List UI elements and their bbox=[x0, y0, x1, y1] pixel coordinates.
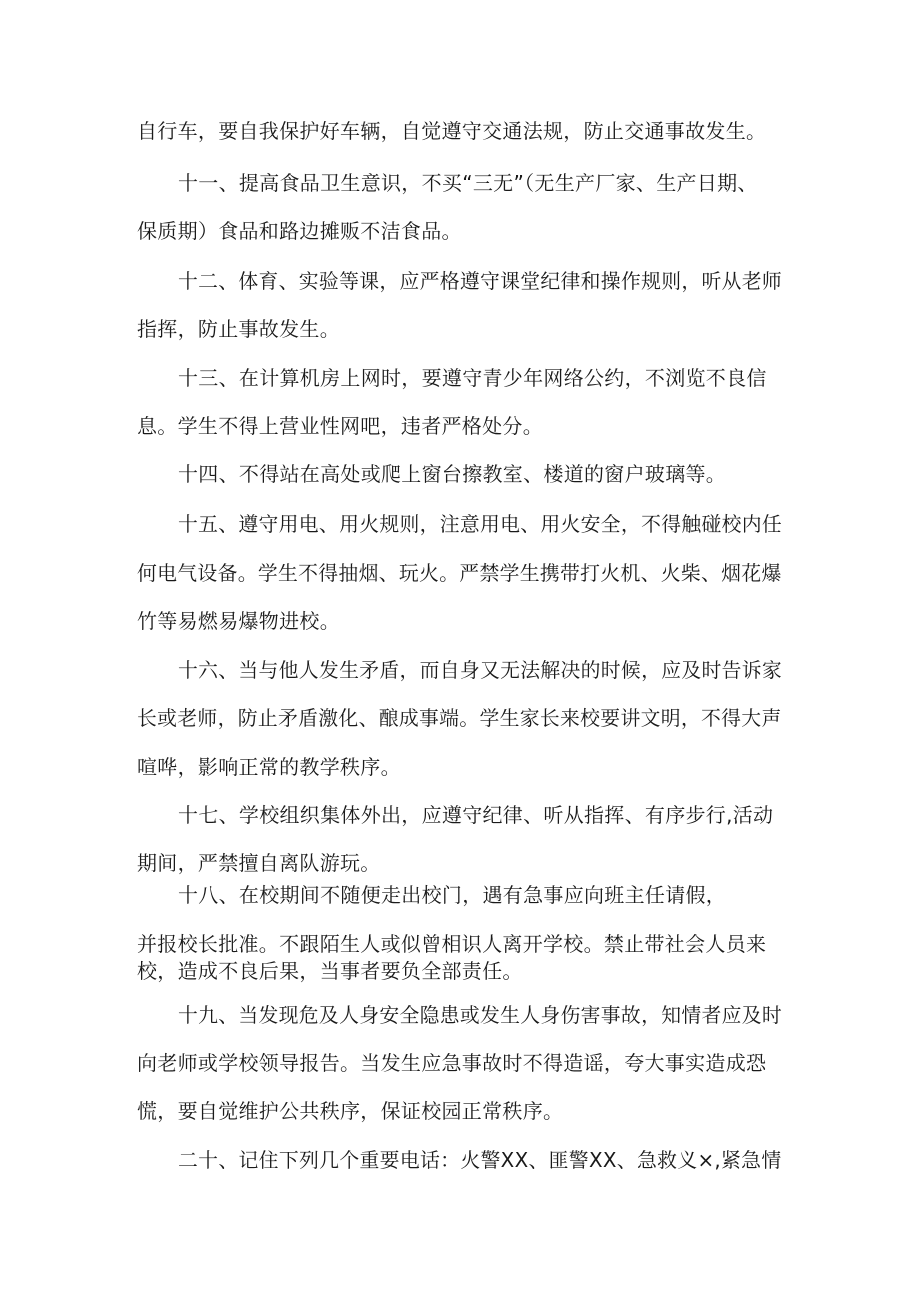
text-line: 十七、学校组织集体外出，应遵守纪律、听从指挥、有序步行,活动 bbox=[178, 803, 774, 827]
text-line: 十八、在校期间不随便走出校门，遇有急事应向班主任请假， bbox=[178, 883, 727, 907]
text-line: 期间，严禁擅自离队游玩。 bbox=[137, 851, 381, 875]
text-line: 喧哗，影响正常的教学秩序。 bbox=[137, 755, 401, 779]
text-line: 十九、当发现危及人身安全隐患或发生人身伤害事故，知情者应及时 bbox=[178, 1003, 783, 1027]
text-line: 十二、体育、实验等课，应严格遵守课堂纪律和操作规则，听从老师 bbox=[178, 269, 783, 293]
text-line: 慌，要自觉维护公共秩序，保证校园正常秩序。 bbox=[137, 1099, 564, 1123]
text-line: 校，造成不良后果，当事者要负全部责任。 bbox=[137, 959, 523, 983]
text-line: 何电气设备。学生不得抽烟、玩火。严禁学生携带打火机、火柴、烟花爆 bbox=[137, 561, 782, 585]
text-line: 向老师或学校领导报告。当发生应急事故时不得造谣，夸大事实造成恐 bbox=[137, 1051, 767, 1075]
text-line: 保质期）食品和路边摊贩不洁食品。 bbox=[137, 219, 462, 243]
text-line: 并报校长批准。不跟陌生人或似曾相识人离开学校。禁止带社会人员来 bbox=[137, 932, 767, 956]
text-line: 竹等易燃易爆物进校。 bbox=[137, 609, 340, 633]
text-line: 十五、遵守用电、用火规则，注意用电、用火安全，不得触碰校内任 bbox=[178, 512, 783, 536]
text-line: 十四、不得站在高处或爬上窗台擦教室、楼道的窗户玻璃等。 bbox=[178, 462, 727, 486]
text-line: 十三、在计算机房上网时，要遵守青少年网络公约，不浏览不良信 bbox=[178, 366, 767, 390]
text-line: 十一、提高食品卫生意识，不买“三无”（无生产厂家、生产日期、 bbox=[178, 171, 758, 195]
text-line: 指挥，防止事故发生。 bbox=[137, 317, 340, 341]
text-line: 长或老师，防止矛盾激化、酿成事端。学生家长来校要讲文明，不得大声 bbox=[137, 706, 782, 730]
text-line: 自行车，要自我保护好车辆，自觉遵守交通法规，防止交通事故发生。 bbox=[137, 119, 767, 143]
text-line: 息。学生不得上营业性网吧，违者严格处分。 bbox=[137, 414, 543, 438]
text-line: 十六、当与他人发生矛盾，而自身又无法解决的时候，应及时告诉家 bbox=[178, 658, 783, 682]
text-line: 二十、记住下列几个重要电话：火警XX、匪警XX、急救义×,紧急情 bbox=[178, 1148, 782, 1172]
